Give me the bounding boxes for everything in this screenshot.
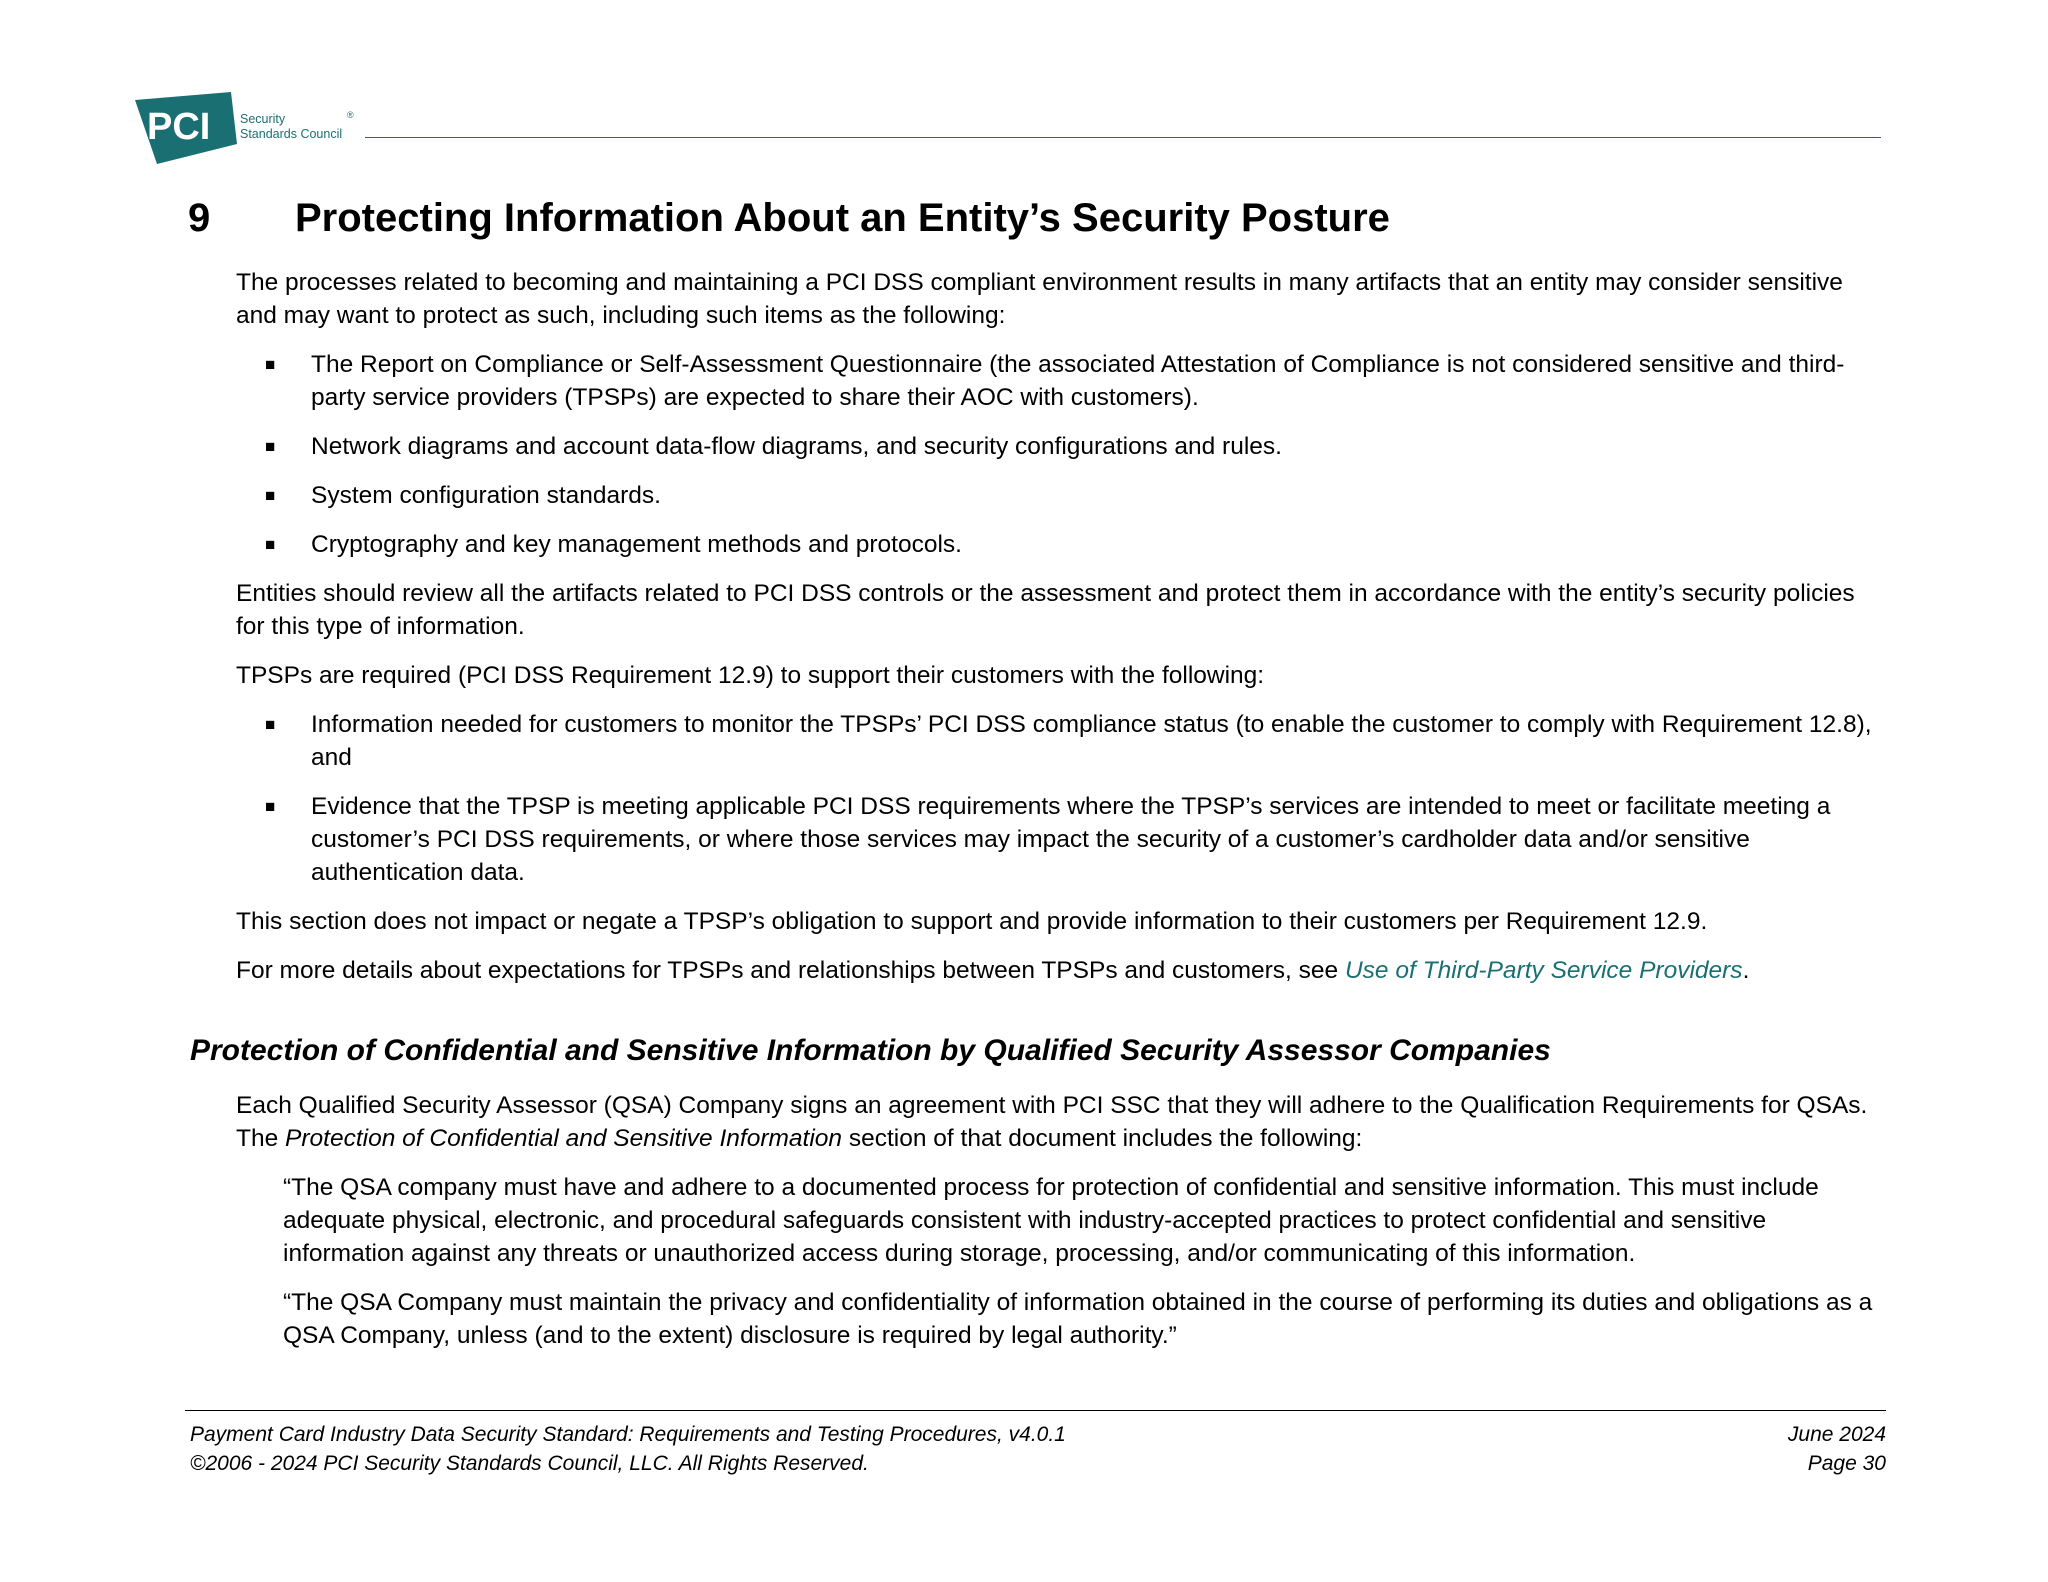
details-prefix: For more details about expectations for TPSPs and relationships between TPSPs and customers, see xyxy=(236,957,1345,984)
footer-left xyxy=(190,1420,1066,1478)
logo-line2: Standards Council xyxy=(240,127,343,141)
bullet-icon: ■ xyxy=(265,715,276,734)
logo-mark: PCI xyxy=(147,106,211,148)
details-paragraph xyxy=(236,954,1886,987)
qsa-para-prefix: Each Qualified Security Assessor (QSA) Company signs an agreement with PCI SSC that they will adhere to the Qualification Requirements for QSAs. The xyxy=(236,1092,1868,1152)
impact-paragraph: This section does not impact or negate a TPSP’s obligation to support and provide information to their customers per Requirement 12.9. xyxy=(236,908,1708,935)
list-item: Cryptography and key management methods and protocols. xyxy=(311,531,962,558)
quote-paragraph: “The QSA company must have and adhere to a documented process for protection of confidential and sensitive information. This must include adequate physical, electronic, and procedural safeguards consistent with industry-accepted practices to protect confidential and sensitive information against any threats or unauthorized access during storage, processing, and/or communicating of this information. xyxy=(283,1174,1819,1267)
logo-line1: Security xyxy=(240,112,286,126)
subsection-heading: Protection of Confidential and Sensitive Information by Qualified Security Assessor Companies xyxy=(190,1034,1551,1067)
third-party-providers-link[interactable]: Use of Third-Party Service Providers xyxy=(1344,957,1743,984)
footer-right xyxy=(1788,1420,1886,1478)
footer-date: June 2024 xyxy=(1787,1423,1886,1446)
footer-page-number: Page 30 xyxy=(1807,1452,1886,1475)
list-item: Evidence that the TPSP is meeting applicable PCI DSS requirements where the TPSP’s services are intended to meet or facilitate meeting a customer’s PCI DSS requirements, or where those services may impact the security of a customer’s cardholder data and/or sensitive authentication data. xyxy=(311,793,1831,886)
section-title: Protecting Information About an Entity’s Security Posture xyxy=(295,196,1390,240)
bullet-icon: ■ xyxy=(265,355,276,374)
bullet-icon: ■ xyxy=(265,797,276,816)
list-item: Network diagrams and account data-flow diagrams, and security configurations and rules. xyxy=(311,433,1282,460)
footer-doc-title: Payment Card Industry Data Security Standard: Requirements and Testing Procedures, v4.0.1 xyxy=(190,1423,1066,1446)
list-item: Information needed for customers to monitor the TPSPs’ PCI DSS compliance status (to enable the customer to comply with Requirement 12.8), and xyxy=(311,711,1872,771)
quote-paragraph: “The QSA Company must maintain the privacy and confidentiality of information obtained in the course of performing its duties and obligations as a QSA Company, unless (and to the extent) disclosure is required by legal authority.” xyxy=(283,1289,1873,1349)
intro-paragraph: The processes related to becoming and maintaining a PCI DSS compliant environment results in many artifacts that an entity may consider sensitive and may want to protect as such, including such items as the following: xyxy=(236,269,1843,329)
list-item: The Report on Compliance or Self-Assessment Questionnaire (the associated Attestation of Compliance is not considered sensitive and third-party service providers (TPSPs) are expected to share their AOC with customers). xyxy=(311,351,1845,411)
details-suffix: . xyxy=(1742,957,1750,984)
footer-copyright: ©2006 - 2024 PCI Security Standards Council, LLC. All Rights Reserved. xyxy=(190,1452,869,1475)
bullet-icon: ■ xyxy=(265,486,276,505)
logo-registered-mark: ® xyxy=(347,110,354,120)
header-divider xyxy=(365,137,1881,138)
qsa-para-italic: Protection of Confidential and Sensitive Information xyxy=(285,1125,843,1152)
logo-wordmark xyxy=(240,112,342,142)
qsa-paragraph xyxy=(236,1089,1886,1155)
qsa-para-suffix: section of that document includes the following: xyxy=(842,1125,1363,1152)
footer-divider xyxy=(185,1410,1886,1411)
bullet-icon: ■ xyxy=(265,437,276,456)
tpsp-intro-paragraph: TPSPs are required (PCI DSS Requirement 12.9) to support their customers with the following: xyxy=(236,662,1265,689)
bullet-icon: ■ xyxy=(265,535,276,554)
section-number: 9 xyxy=(188,196,211,240)
list-item: System configuration standards. xyxy=(311,482,661,509)
review-paragraph: Entities should review all the artifacts related to PCI DSS controls or the assessment and protect them in accordance with the entity’s security policies for this type of information. xyxy=(236,580,1855,640)
